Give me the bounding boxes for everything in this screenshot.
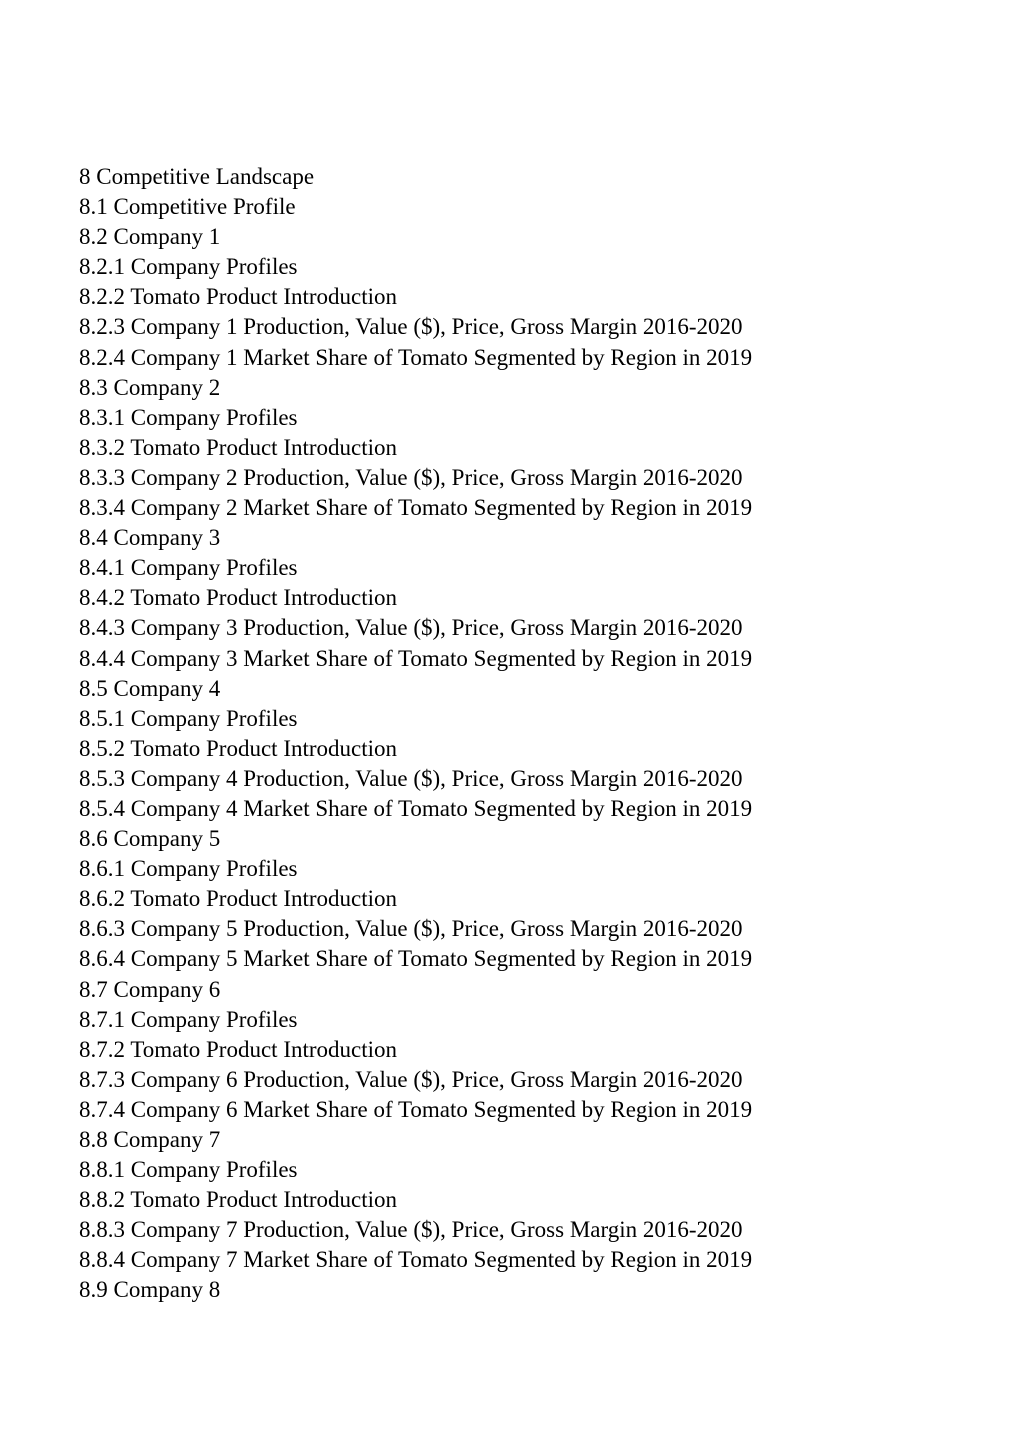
toc-line: 8.6.1 Company Profiles	[79, 856, 298, 882]
toc-line: 8.7.3 Company 6 Production, Value ($), Price, Gross Margin 2016-2020	[79, 1066, 743, 1092]
toc-line: 8.9 Company 8	[79, 1277, 221, 1303]
toc-line: 8.8.2 Tomato Product Introduction	[79, 1187, 398, 1213]
toc-line: 8.5.3 Company 4 Production, Value ($), Price, Gross Margin 2016-2020	[79, 765, 743, 791]
toc-line: 8.8.4 Company 7 Market Share of Tomato Segmented by Region in 2019	[79, 1247, 753, 1273]
toc-line: 8.1 Competitive Profile	[79, 194, 296, 220]
toc-line: 8.2.4 Company 1 Market Share of Tomato Segmented by Region in 2019	[79, 344, 753, 370]
toc-line: 8.5.4 Company 4 Market Share of Tomato Segmented by Region in 2019	[79, 795, 753, 821]
toc-line: 8.4.2 Tomato Product Introduction	[79, 585, 398, 611]
toc-line: 8.3 Company 2	[79, 374, 221, 400]
toc-line: 8.2.1 Company Profiles	[79, 254, 298, 280]
toc-line: 8.6 Company 5	[79, 826, 221, 852]
toc-line: 8.4.1 Company Profiles	[79, 555, 298, 581]
toc-line: 8.7 Company 6	[79, 976, 221, 1002]
toc-line: 8.7.1 Company Profiles	[79, 1006, 298, 1032]
toc-line: 8.8 Company 7	[79, 1127, 221, 1152]
toc-line: 8.8.1 Company Profiles	[79, 1157, 298, 1183]
toc-line: 8.3.2 Tomato Product Introduction	[79, 434, 398, 460]
toc-line: 8.4.4 Company 3 Market Share of Tomato Segmented by Region in 2019	[79, 645, 753, 671]
toc-line: 8.3.1 Company Profiles	[79, 404, 298, 430]
toc-line: 8 Competitive Landscape	[79, 164, 315, 189]
toc-line: 8.6.2 Tomato Product Introduction	[79, 886, 398, 912]
toc-line: 8.5.2 Tomato Product Introduction	[79, 735, 398, 761]
toc-line: 8.4.3 Company 3 Production, Value ($), Price, Gross Margin 2016-2020	[79, 615, 743, 641]
toc-line: 8.7.2 Tomato Product Introduction	[79, 1036, 398, 1062]
table-of-contents	[79, 162, 752, 1306]
toc-line: 8.3.3 Company 2 Production, Value ($), Price, Gross Margin 2016-2020	[79, 464, 743, 490]
toc-line: 8.2.2 Tomato Product Introduction	[79, 284, 398, 310]
toc-line: 8.5.1 Company Profiles	[79, 705, 298, 731]
toc-line: 8.7.4 Company 6 Market Share of Tomato Segmented by Region in 2019	[79, 1096, 753, 1122]
toc-line: 8.3.4 Company 2 Market Share of Tomato Segmented by Region in 2019	[79, 495, 753, 521]
toc-line: 8.6.3 Company 5 Production, Value ($), Price, Gross Margin 2016-2020	[79, 916, 743, 942]
toc-line: 8.6.4 Company 5 Market Share of Tomato Segmented by Region in 2019	[79, 946, 753, 972]
toc-line: 8.2 Company 1	[79, 224, 221, 250]
toc-line: 8.2.3 Company 1 Production, Value ($), Price, Gross Margin 2016-2020	[79, 314, 743, 340]
toc-line: 8.5 Company 4	[79, 675, 221, 701]
toc-line: 8.4 Company 3	[79, 525, 221, 551]
toc-line: 8.8.3 Company 7 Production, Value ($), Price, Gross Margin 2016-2020	[79, 1217, 743, 1243]
